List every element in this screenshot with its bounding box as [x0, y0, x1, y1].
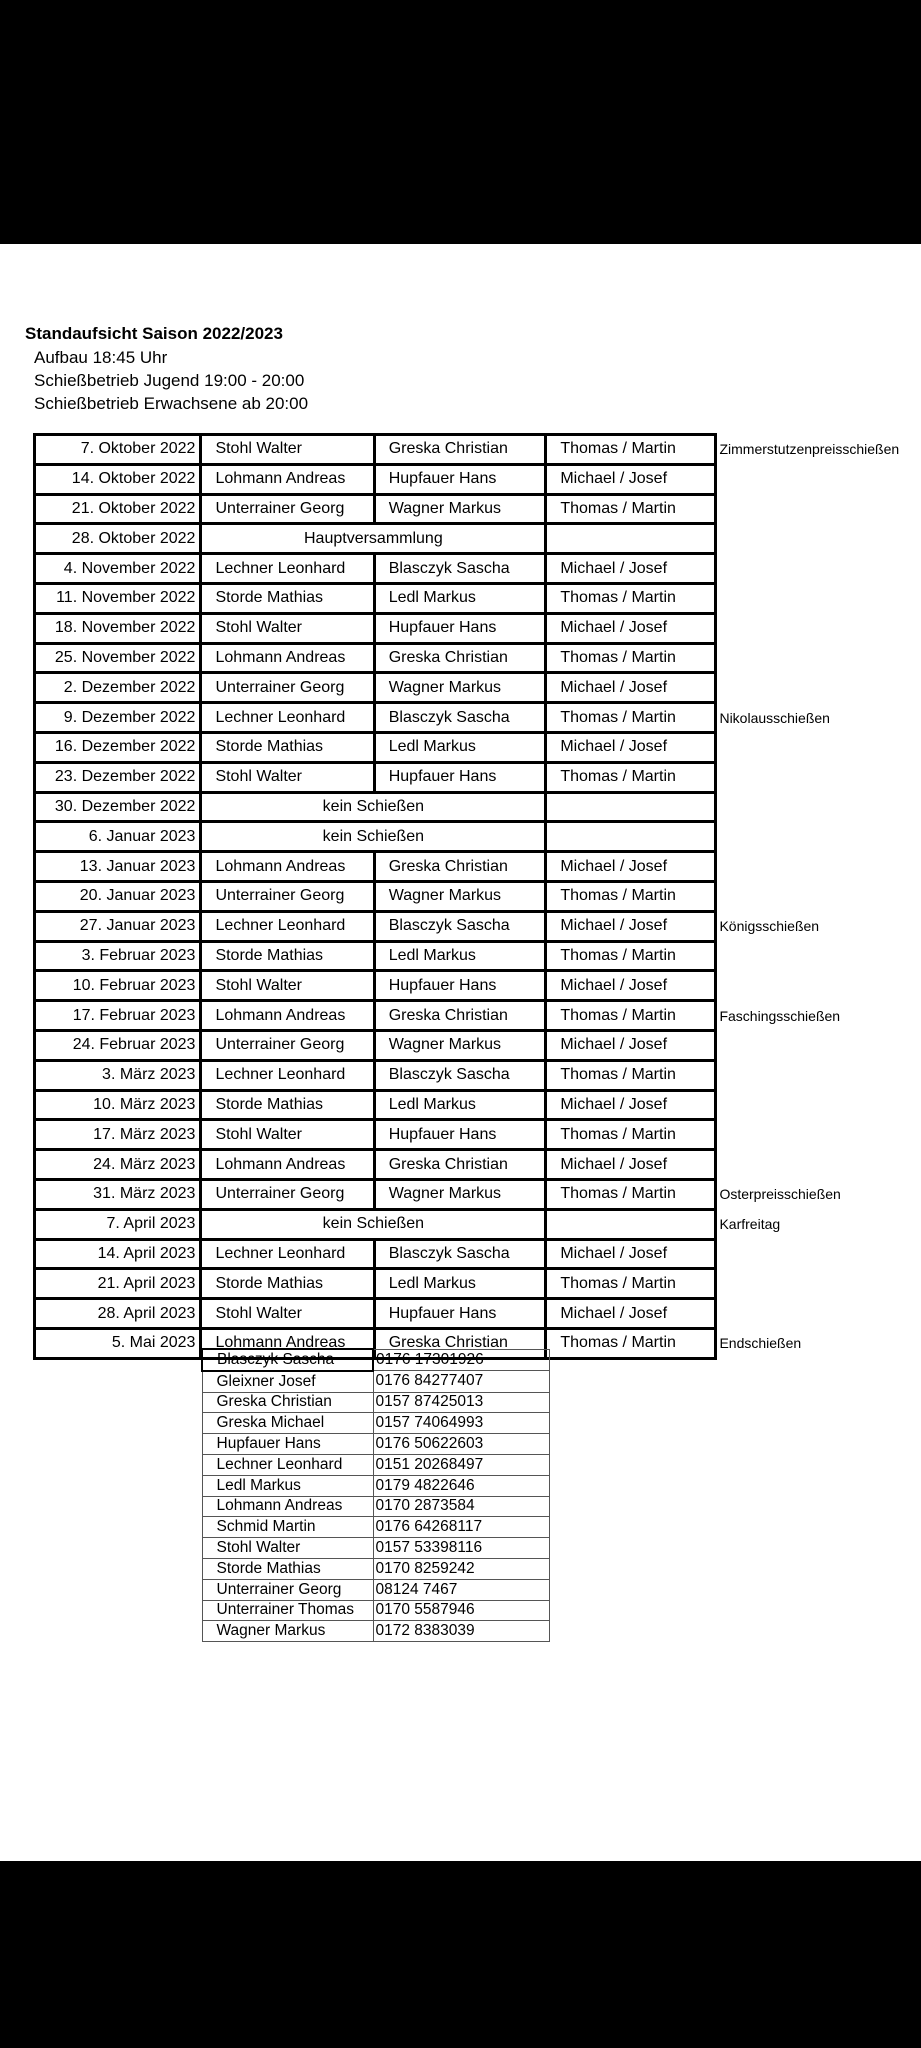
date-cell: 2. Dezember 2022 — [35, 673, 201, 703]
supervisor-1-cell: Storde Mathias — [201, 732, 374, 762]
event-note — [716, 792, 920, 822]
event-cell: kein Schießen — [201, 1209, 546, 1239]
event-note — [716, 732, 920, 762]
contact-phone: 0172 8383039 — [373, 1621, 550, 1642]
youth-supervisors-cell: Thomas / Martin — [546, 643, 716, 673]
supervisor-2-cell: Wagner Markus — [374, 1179, 546, 1209]
supervisor-2-cell: Wagner Markus — [374, 673, 546, 703]
youth-supervisors-cell: Thomas / Martin — [546, 1328, 716, 1358]
supervisor-2-cell: Hupfauer Hans — [374, 1120, 546, 1150]
phone-row — [202, 1496, 550, 1517]
schedule-row — [35, 1179, 920, 1209]
date-cell: 7. Oktober 2022 — [35, 435, 201, 465]
event-note — [716, 762, 920, 792]
schedule-table — [33, 433, 921, 1360]
phone-row — [202, 1558, 550, 1579]
contact-name: Stohl Walter — [202, 1538, 373, 1559]
event-note — [716, 1269, 920, 1299]
event-note: Königsschießen — [719, 918, 820, 935]
contact-phone: 0170 8259242 — [373, 1558, 550, 1579]
phone-row — [202, 1349, 550, 1371]
contact-name: Greska Christian — [202, 1392, 373, 1413]
supervisor-2-cell: Ledl Markus — [374, 1090, 546, 1120]
event-note — [716, 822, 920, 852]
event-note — [716, 1030, 920, 1060]
youth-supervisors-cell: Thomas / Martin — [546, 762, 716, 792]
supervisor-1-cell: Stohl Walter — [201, 613, 374, 643]
youth-supervisors-cell: Thomas / Martin — [546, 1120, 716, 1150]
phone-row — [202, 1621, 550, 1642]
youth-supervisors-cell: Michael / Josef — [546, 971, 716, 1001]
contact-name: Ledl Markus — [202, 1475, 373, 1496]
supervisor-1-cell: Stohl Walter — [201, 971, 374, 1001]
youth-supervisors-cell: Michael / Josef — [546, 852, 716, 882]
supervisor-2-cell: Blasczyk Sascha — [374, 554, 546, 584]
date-cell: 14. Oktober 2022 — [35, 464, 201, 494]
date-cell: 3. März 2023 — [35, 1060, 201, 1090]
phone-row — [202, 1392, 550, 1413]
schedule-row — [35, 1299, 920, 1329]
youth-supervisors-cell: Thomas / Martin — [546, 1001, 716, 1031]
contact-phone: 0176 64268117 — [373, 1517, 550, 1538]
supervisor-2-cell: Blasczyk Sascha — [374, 1060, 546, 1090]
schedule-row — [35, 732, 920, 762]
youth-supervisors-cell: Thomas / Martin — [546, 435, 716, 465]
youth-supervisors-cell: Michael / Josef — [546, 1299, 716, 1329]
date-cell: 7. April 2023 — [35, 1209, 201, 1239]
contact-name: Wagner Markus — [202, 1621, 373, 1642]
info-line-youth: Schießbetrieb Jugend 19:00 - 20:00 — [34, 371, 305, 390]
supervisor-1-cell: Storde Mathias — [201, 1090, 374, 1120]
date-cell: 30. Dezember 2022 — [35, 792, 201, 822]
supervisor-1-cell: Lechner Leonhard — [201, 1239, 374, 1269]
contact-name: Blasczyk Sascha — [202, 1349, 373, 1371]
schedule-row — [35, 613, 920, 643]
youth-supervisors-cell — [546, 822, 716, 852]
phone-row — [202, 1434, 550, 1455]
contact-phone: 0176 50622603 — [373, 1434, 550, 1455]
supervisor-1-cell: Stohl Walter — [201, 435, 374, 465]
event-cell: kein Schießen — [201, 822, 546, 852]
phone-row — [202, 1600, 550, 1621]
schedule-row — [35, 911, 920, 941]
date-cell: 28. April 2023 — [35, 1299, 201, 1329]
youth-supervisors-cell: Thomas / Martin — [546, 703, 716, 733]
schedule-row — [35, 881, 920, 911]
schedule-row — [35, 1150, 920, 1180]
supervisor-2-cell: Hupfauer Hans — [374, 613, 546, 643]
event-note — [716, 673, 920, 703]
youth-supervisors-cell: Thomas / Martin — [546, 1269, 716, 1299]
event-note — [716, 971, 920, 1001]
schedule-row — [35, 1269, 920, 1299]
event-note — [716, 1299, 920, 1329]
supervisor-1-cell: Storde Mathias — [201, 941, 374, 971]
supervisor-1-cell: Lechner Leonhard — [201, 703, 374, 733]
date-cell: 10. März 2023 — [35, 1090, 201, 1120]
event-note — [716, 1120, 920, 1150]
youth-supervisors-cell: Michael / Josef — [546, 1030, 716, 1060]
event-note: Endschießen — [719, 1335, 802, 1352]
supervisor-2-cell: Greska Christian — [374, 852, 546, 882]
document-title: Standaufsicht Saison 2022/2023 — [25, 324, 283, 343]
date-cell: 24. Februar 2023 — [35, 1030, 201, 1060]
contact-phone: 0157 53398116 — [373, 1538, 550, 1559]
top-black-bar — [0, 0, 921, 244]
schedule-row — [35, 1090, 920, 1120]
supervisor-2-cell: Blasczyk Sascha — [374, 703, 546, 733]
date-cell: 31. März 2023 — [35, 1179, 201, 1209]
date-cell: 9. Dezember 2022 — [35, 703, 201, 733]
date-cell: 23. Dezember 2022 — [35, 762, 201, 792]
supervisor-1-cell: Stohl Walter — [201, 762, 374, 792]
supervisor-2-cell: Wagner Markus — [374, 881, 546, 911]
event-note — [716, 524, 920, 554]
contact-name: Unterrainer Georg — [202, 1579, 373, 1600]
contact-name: Lechner Leonhard — [202, 1454, 373, 1475]
youth-supervisors-cell: Thomas / Martin — [546, 1060, 716, 1090]
contact-phone: 08124 7467 — [373, 1579, 550, 1600]
contact-phone: 0170 5587946 — [373, 1600, 550, 1621]
schedule-row — [35, 941, 920, 971]
contact-name: Greska Michael — [202, 1413, 373, 1434]
phone-row — [202, 1538, 550, 1559]
supervisor-2-cell: Wagner Markus — [374, 1030, 546, 1060]
date-cell: 5. Mai 2023 — [35, 1328, 201, 1358]
phone-row — [202, 1579, 550, 1600]
youth-supervisors-cell: Michael / Josef — [546, 732, 716, 762]
schedule-row — [35, 971, 920, 1001]
supervisor-2-cell: Ledl Markus — [374, 583, 546, 613]
bottom-black-bar — [0, 1861, 921, 2048]
event-note: Osterpreisschießen — [719, 1186, 841, 1203]
supervisor-1-cell: Storde Mathias — [201, 583, 374, 613]
schedule-row — [35, 673, 920, 703]
contact-phone: 0170 2873584 — [373, 1496, 550, 1517]
supervisor-2-cell: Greska Christian — [374, 1328, 546, 1358]
event-note: Faschingsschießen — [719, 1007, 841, 1024]
supervisor-1-cell: Lohmann Andreas — [201, 1328, 374, 1358]
event-note: Zimmerstutzenpreisschießen — [719, 441, 900, 458]
contact-name: Schmid Martin — [202, 1517, 373, 1538]
event-note — [716, 613, 920, 643]
youth-supervisors-cell: Michael / Josef — [546, 1239, 716, 1269]
youth-supervisors-cell: Michael / Josef — [546, 911, 716, 941]
event-note — [716, 1090, 920, 1120]
supervisor-1-cell: Unterrainer Georg — [201, 1030, 374, 1060]
contact-phone: 0157 74064993 — [373, 1413, 550, 1434]
supervisor-1-cell: Stohl Walter — [201, 1120, 374, 1150]
phone-list-table — [201, 1348, 550, 1642]
schedule-row — [35, 703, 920, 733]
schedule-row — [35, 494, 920, 524]
schedule-row — [35, 1030, 920, 1060]
supervisor-1-cell: Unterrainer Georg — [201, 673, 374, 703]
supervisor-1-cell: Lechner Leonhard — [201, 911, 374, 941]
youth-supervisors-cell: Michael / Josef — [546, 613, 716, 643]
date-cell: 17. März 2023 — [35, 1120, 201, 1150]
supervisor-2-cell: Hupfauer Hans — [374, 464, 546, 494]
date-cell: 10. Februar 2023 — [35, 971, 201, 1001]
event-note: Karfreitag — [719, 1216, 781, 1233]
supervisor-2-cell: Blasczyk Sascha — [374, 911, 546, 941]
supervisor-2-cell: Ledl Markus — [374, 732, 546, 762]
schedule-row — [35, 852, 920, 882]
supervisor-2-cell: Blasczyk Sascha — [374, 1239, 546, 1269]
info-line-adults: Schießbetrieb Erwachsene ab 20:00 — [34, 394, 309, 413]
schedule-row — [35, 1209, 920, 1239]
date-cell: 16. Dezember 2022 — [35, 732, 201, 762]
supervisor-1-cell: Lohmann Andreas — [201, 1001, 374, 1031]
supervisor-2-cell: Hupfauer Hans — [374, 971, 546, 1001]
phone-row — [202, 1517, 550, 1538]
date-cell: 17. Februar 2023 — [35, 1001, 201, 1031]
date-cell: 21. Oktober 2022 — [35, 494, 201, 524]
contact-name: Gleixner Josef — [202, 1371, 373, 1392]
event-note: Nikolausschießen — [719, 709, 830, 726]
youth-supervisors-cell: Thomas / Martin — [546, 1179, 716, 1209]
date-cell: 6. Januar 2023 — [35, 822, 201, 852]
contact-phone: 0176 17301926 — [373, 1349, 550, 1371]
supervisor-2-cell: Greska Christian — [374, 643, 546, 673]
supervisor-1-cell: Lechner Leonhard — [201, 554, 374, 584]
supervisor-2-cell: Hupfauer Hans — [374, 762, 546, 792]
schedule-row — [35, 435, 920, 465]
supervisor-1-cell: Storde Mathias — [201, 1269, 374, 1299]
supervisor-1-cell: Lohmann Andreas — [201, 1150, 374, 1180]
phone-row — [202, 1413, 550, 1434]
event-note — [716, 1150, 920, 1180]
schedule-row — [35, 464, 920, 494]
date-cell: 21. April 2023 — [35, 1269, 201, 1299]
date-cell: 20. Januar 2023 — [35, 881, 201, 911]
contact-phone: 0176 84277407 — [373, 1371, 550, 1392]
phone-row — [202, 1454, 550, 1475]
youth-supervisors-cell: Thomas / Martin — [546, 583, 716, 613]
contact-name: Unterrainer Thomas — [202, 1600, 373, 1621]
schedule-row — [35, 583, 920, 613]
date-cell: 28. Oktober 2022 — [35, 524, 201, 554]
youth-supervisors-cell: Michael / Josef — [546, 554, 716, 584]
contact-phone: 0157 87425013 — [373, 1392, 550, 1413]
date-cell: 24. März 2023 — [35, 1150, 201, 1180]
contact-name: Hupfauer Hans — [202, 1434, 373, 1455]
supervisor-1-cell: Unterrainer Georg — [201, 1179, 374, 1209]
event-note — [716, 852, 920, 882]
schedule-row — [35, 1120, 920, 1150]
date-cell: 13. Januar 2023 — [35, 852, 201, 882]
contact-name: Storde Mathias — [202, 1558, 373, 1579]
supervisor-1-cell: Lechner Leonhard — [201, 1060, 374, 1090]
event-note — [716, 643, 920, 673]
supervisor-2-cell: Greska Christian — [374, 1150, 546, 1180]
date-cell: 18. November 2022 — [35, 613, 201, 643]
supervisor-1-cell: Stohl Walter — [201, 1299, 374, 1329]
youth-supervisors-cell: Michael / Josef — [546, 1150, 716, 1180]
supervisor-2-cell: Hupfauer Hans — [374, 1299, 546, 1329]
event-note — [716, 941, 920, 971]
youth-supervisors-cell — [546, 792, 716, 822]
youth-supervisors-cell: Thomas / Martin — [546, 881, 716, 911]
schedule-row — [35, 822, 920, 852]
event-cell: kein Schießen — [201, 792, 546, 822]
date-cell: 27. Januar 2023 — [35, 911, 201, 941]
event-note — [716, 583, 920, 613]
schedule-row — [35, 554, 920, 584]
supervisor-1-cell: Unterrainer Georg — [201, 881, 374, 911]
youth-supervisors-cell — [546, 524, 716, 554]
supervisor-2-cell: Ledl Markus — [374, 941, 546, 971]
supervisor-1-cell: Lohmann Andreas — [201, 643, 374, 673]
supervisor-2-cell: Wagner Markus — [374, 494, 546, 524]
date-cell: 3. Februar 2023 — [35, 941, 201, 971]
phone-row — [202, 1475, 550, 1496]
supervisor-1-cell: Lohmann Andreas — [201, 852, 374, 882]
schedule-row — [35, 792, 920, 822]
schedule-row — [35, 1001, 920, 1031]
youth-supervisors-cell: Michael / Josef — [546, 673, 716, 703]
contact-name: Lohmann Andreas — [202, 1496, 373, 1517]
schedule-row — [35, 762, 920, 792]
event-note — [716, 1060, 920, 1090]
event-cell: Hauptversammlung — [201, 524, 546, 554]
youth-supervisors-cell: Thomas / Martin — [546, 494, 716, 524]
contact-phone: 0151 20268497 — [373, 1454, 550, 1475]
supervisor-2-cell: Greska Christian — [374, 435, 546, 465]
contact-phone: 0179 4822646 — [373, 1475, 550, 1496]
youth-supervisors-cell — [546, 1209, 716, 1239]
youth-supervisors-cell: Michael / Josef — [546, 464, 716, 494]
event-note — [716, 554, 920, 584]
date-cell: 14. April 2023 — [35, 1239, 201, 1269]
date-cell: 25. November 2022 — [35, 643, 201, 673]
event-note — [716, 1239, 920, 1269]
schedule-row — [35, 524, 920, 554]
schedule-row — [35, 1060, 920, 1090]
youth-supervisors-cell: Thomas / Martin — [546, 941, 716, 971]
supervisor-2-cell: Ledl Markus — [374, 1269, 546, 1299]
supervisor-2-cell: Greska Christian — [374, 1001, 546, 1031]
supervisor-1-cell: Unterrainer Georg — [201, 494, 374, 524]
date-cell: 4. November 2022 — [35, 554, 201, 584]
youth-supervisors-cell: Michael / Josef — [546, 1090, 716, 1120]
event-note — [716, 494, 920, 524]
event-note — [716, 464, 920, 494]
supervisor-1-cell: Lohmann Andreas — [201, 464, 374, 494]
date-cell: 11. November 2022 — [35, 583, 201, 613]
event-note — [716, 881, 920, 911]
schedule-row — [35, 643, 920, 673]
info-line-setup: Aufbau 18:45 Uhr — [34, 348, 168, 367]
schedule-row — [35, 1239, 920, 1269]
phone-row — [202, 1371, 550, 1392]
